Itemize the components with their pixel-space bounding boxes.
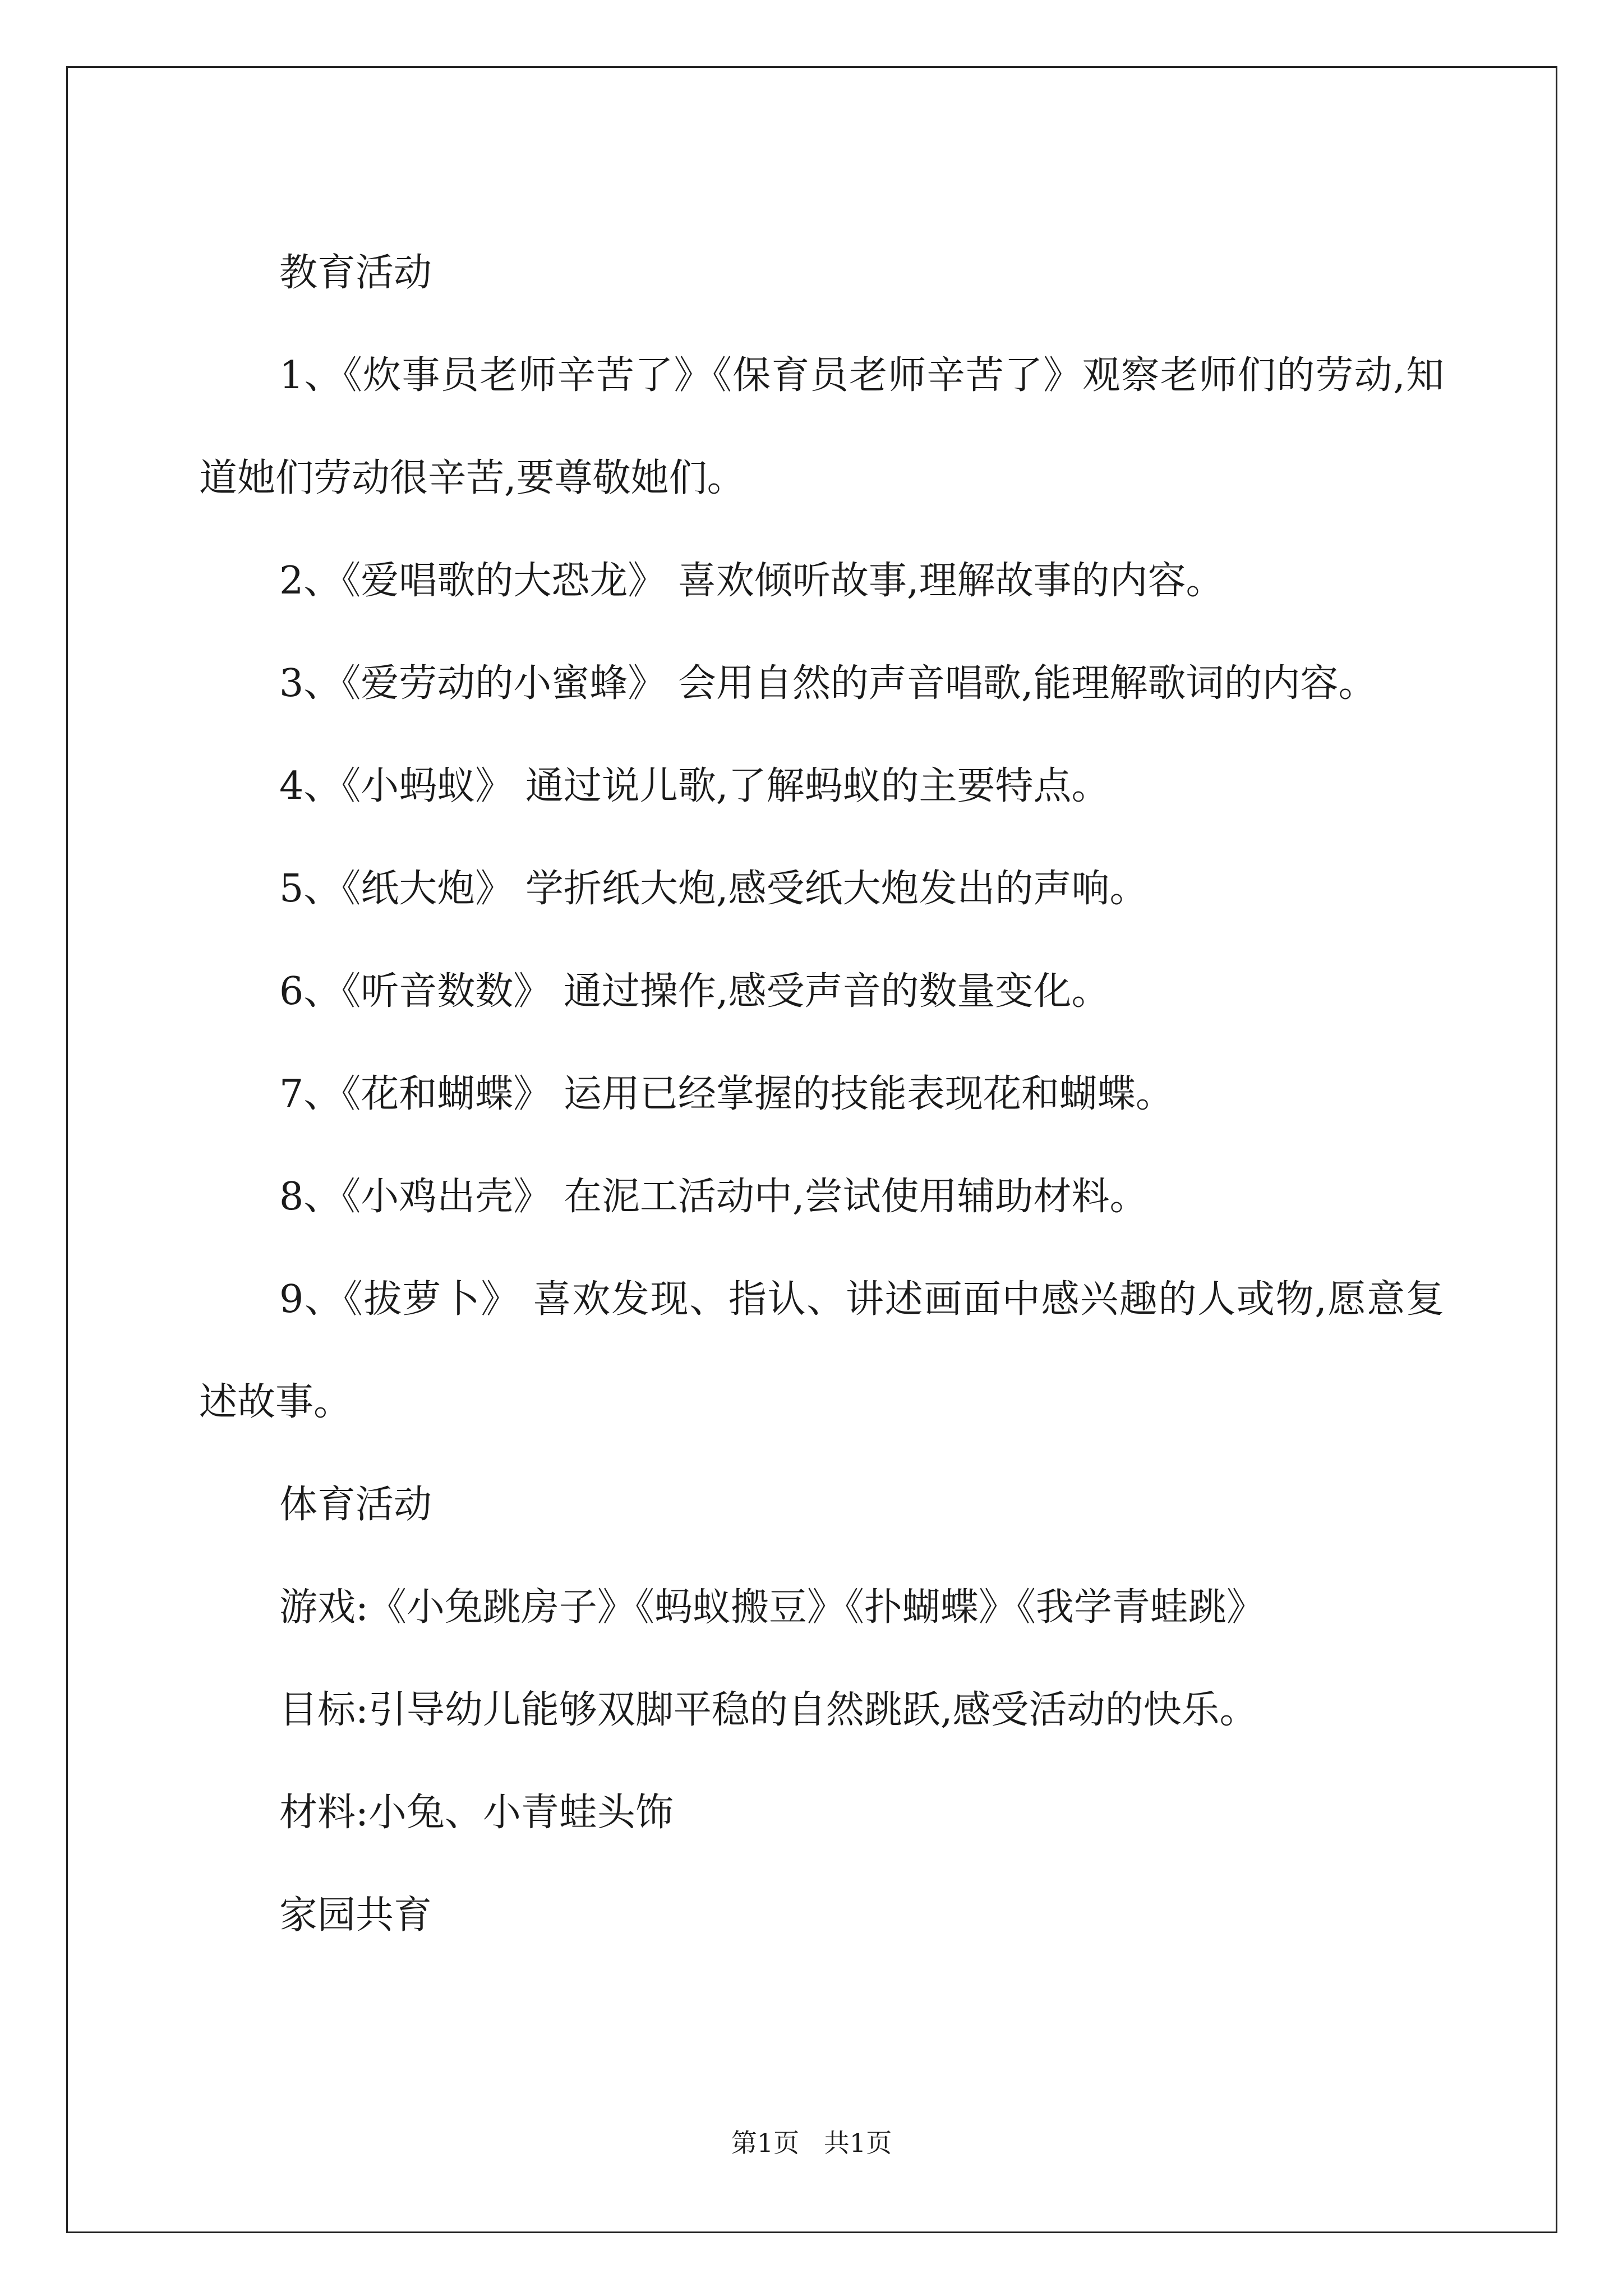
- pe-goal-text: 目标:引导幼儿能够双脚平稳的自然跳跃,感受活动的快乐。: [279, 1688, 1258, 1732]
- list-item: 8、《小鸡出壳》 在泥工活动中,尝试使用辅助材料。: [279, 1175, 1148, 1219]
- list-item: 2、《爱唱歌的大恐龙》 喜欢倾听故事,理解故事的内容。: [279, 559, 1224, 603]
- list-item: 3、《爱劳动的小蜜蜂》 会用自然的声音唱歌,能理解歌词的内容。: [279, 661, 1377, 706]
- page-footer: 第1页 共1页: [731, 2128, 892, 2158]
- list-item: 5、《纸大炮》 学折纸大炮,感受纸大炮发出的声响。: [279, 867, 1148, 911]
- section-heading-pe: 体育活动: [279, 1483, 432, 1527]
- list-item: 1、《炊事员老师辛苦了》《保育员老师辛苦了》观察老师们的劳动,知道她们劳动很辛苦,要尊敬她们。: [199, 353, 1444, 500]
- pe-material-text: 材料:小兔、小青蛙头饰: [279, 1791, 674, 1835]
- list-item: 4、《小蚂蚁》 通过说儿歌,了解蚂蚁的主要特点。: [279, 764, 1110, 808]
- list-item: 9、《拔萝卜》 喜欢发现、指认、讲述画面中感兴趣的人或物,愿意复述故事。: [199, 1277, 1444, 1424]
- section-heading-education: 教育活动: [279, 251, 432, 295]
- list-item: 7、《花和蝴蝶》 运用已经掌握的技能表现花和蝴蝶。: [279, 1072, 1174, 1116]
- document-body: [199, 222, 1444, 1967]
- section-heading-home: 家园共育: [279, 1893, 432, 1938]
- list-item: 6、《听音数数》 通过操作,感受声音的数量变化。: [279, 969, 1110, 1014]
- pe-game-text: 游戏:《小兔跳房子》《蚂蚁搬豆》《扑蝴蝶》《我学青蛙跳》: [279, 1585, 1265, 1630]
